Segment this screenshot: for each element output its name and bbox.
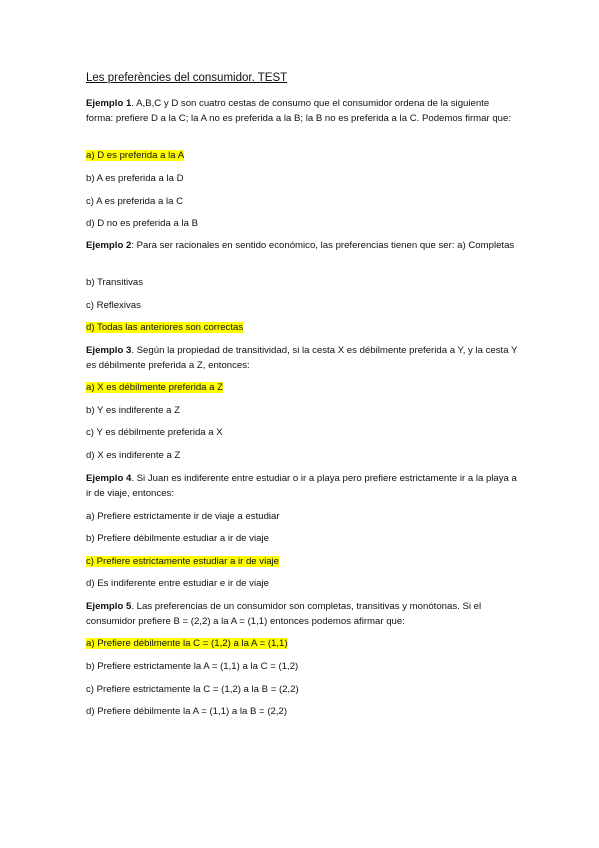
answer-highlight: a) Prefiere débilmente la C = (1,2) a la A = (1,1) (86, 638, 288, 649)
question-5-label: Ejemplo 5 (86, 601, 132, 612)
question-1 (86, 96, 518, 126)
question-1-text: . A,B,C y D son cuatro cestas de consumo que el consumidor ordena de la siguiente forma: prefiere D a la C; la A no es preferida a la B; la B no es preferida a la C. Podemos firmar que: (86, 98, 512, 124)
question-3-text: . Según la propiedad de transitividad, si la cesta X es débilmente preferida a Y, y la cesta Y es débilmente preferida a Z, entonces: (86, 345, 518, 371)
question-3-option-c: c) Y es débilmente preferida a X (86, 427, 223, 438)
question-2-text: : Para ser racionales en sentido económico, las preferencias tienen que ser: a) Completas (131, 240, 515, 251)
question-5-option-c: c) Prefiere estrictamente la C = (1,2) a la B = (2,2) (86, 684, 299, 695)
question-5-option-b: b) Prefiere estrictamente la A = (1,1) a la C = (1,2) (86, 661, 299, 672)
question-2 (86, 238, 518, 253)
question-1-option-b: b) A es preferida a la D (86, 173, 184, 184)
question-3-option-a (86, 381, 223, 394)
answer-highlight: d) Todas las anteriores son correctas (86, 322, 244, 333)
question-2-option-c: c) Reflexivas (86, 300, 141, 311)
question-5-text: . Las preferencias de un consumidor son completas, transitivas y monótonas. Si el consumidor prefiere B = (2,2) a la A = (1,1) entonces podemos afirmar que: (86, 601, 482, 627)
question-1-label: Ejemplo 1 (86, 98, 132, 109)
answer-highlight: c) Prefiere estrictamente estudiar a ir de viaje (86, 556, 280, 567)
question-4-option-d: d) Es indiferente entre estudiar e ir de viaje (86, 578, 269, 589)
question-4-label: Ejemplo 4 (86, 473, 132, 484)
question-5-option-d: d) Prefiere débilmente la A = (1,1) a la B = (2,2) (86, 706, 288, 717)
question-1-option-a (86, 149, 184, 162)
question-2-option-d (86, 321, 243, 334)
document-title: Les preferències del consumidor. TEST (86, 72, 288, 84)
question-1-option-d: d) D no es preferida a la B (86, 218, 198, 229)
question-4-text: . Si Juan es indiferente entre estudiar o ir a playa pero prefiere estrictamente ir a la playa a ir de viaje, entonces: (86, 473, 517, 499)
answer-highlight: a) D es preferida a la A (86, 150, 185, 161)
question-3 (86, 343, 518, 373)
question-1-option-c: c) A es preferida a la C (86, 196, 184, 207)
question-4 (86, 471, 518, 501)
question-5 (86, 599, 518, 629)
question-4-option-b: b) Prefiere débilmente estudiar a ir de viaje (86, 533, 269, 544)
question-4-option-a: a) Prefiere estrictamente ir de viaje a estudiar (86, 511, 280, 522)
question-3-label: Ejemplo 3 (86, 345, 132, 356)
answer-highlight: a) X es débilmente preferida a Z (86, 382, 224, 393)
question-2-label: Ejemplo 2 (86, 240, 132, 251)
question-5-option-a (86, 637, 288, 650)
question-2-option-b: b) Transitivas (86, 277, 144, 288)
question-4-option-c (86, 555, 279, 568)
question-3-option-d: d) X es indiferente a Z (86, 450, 181, 461)
question-3-option-b: b) Y es indiferente a Z (86, 405, 181, 416)
